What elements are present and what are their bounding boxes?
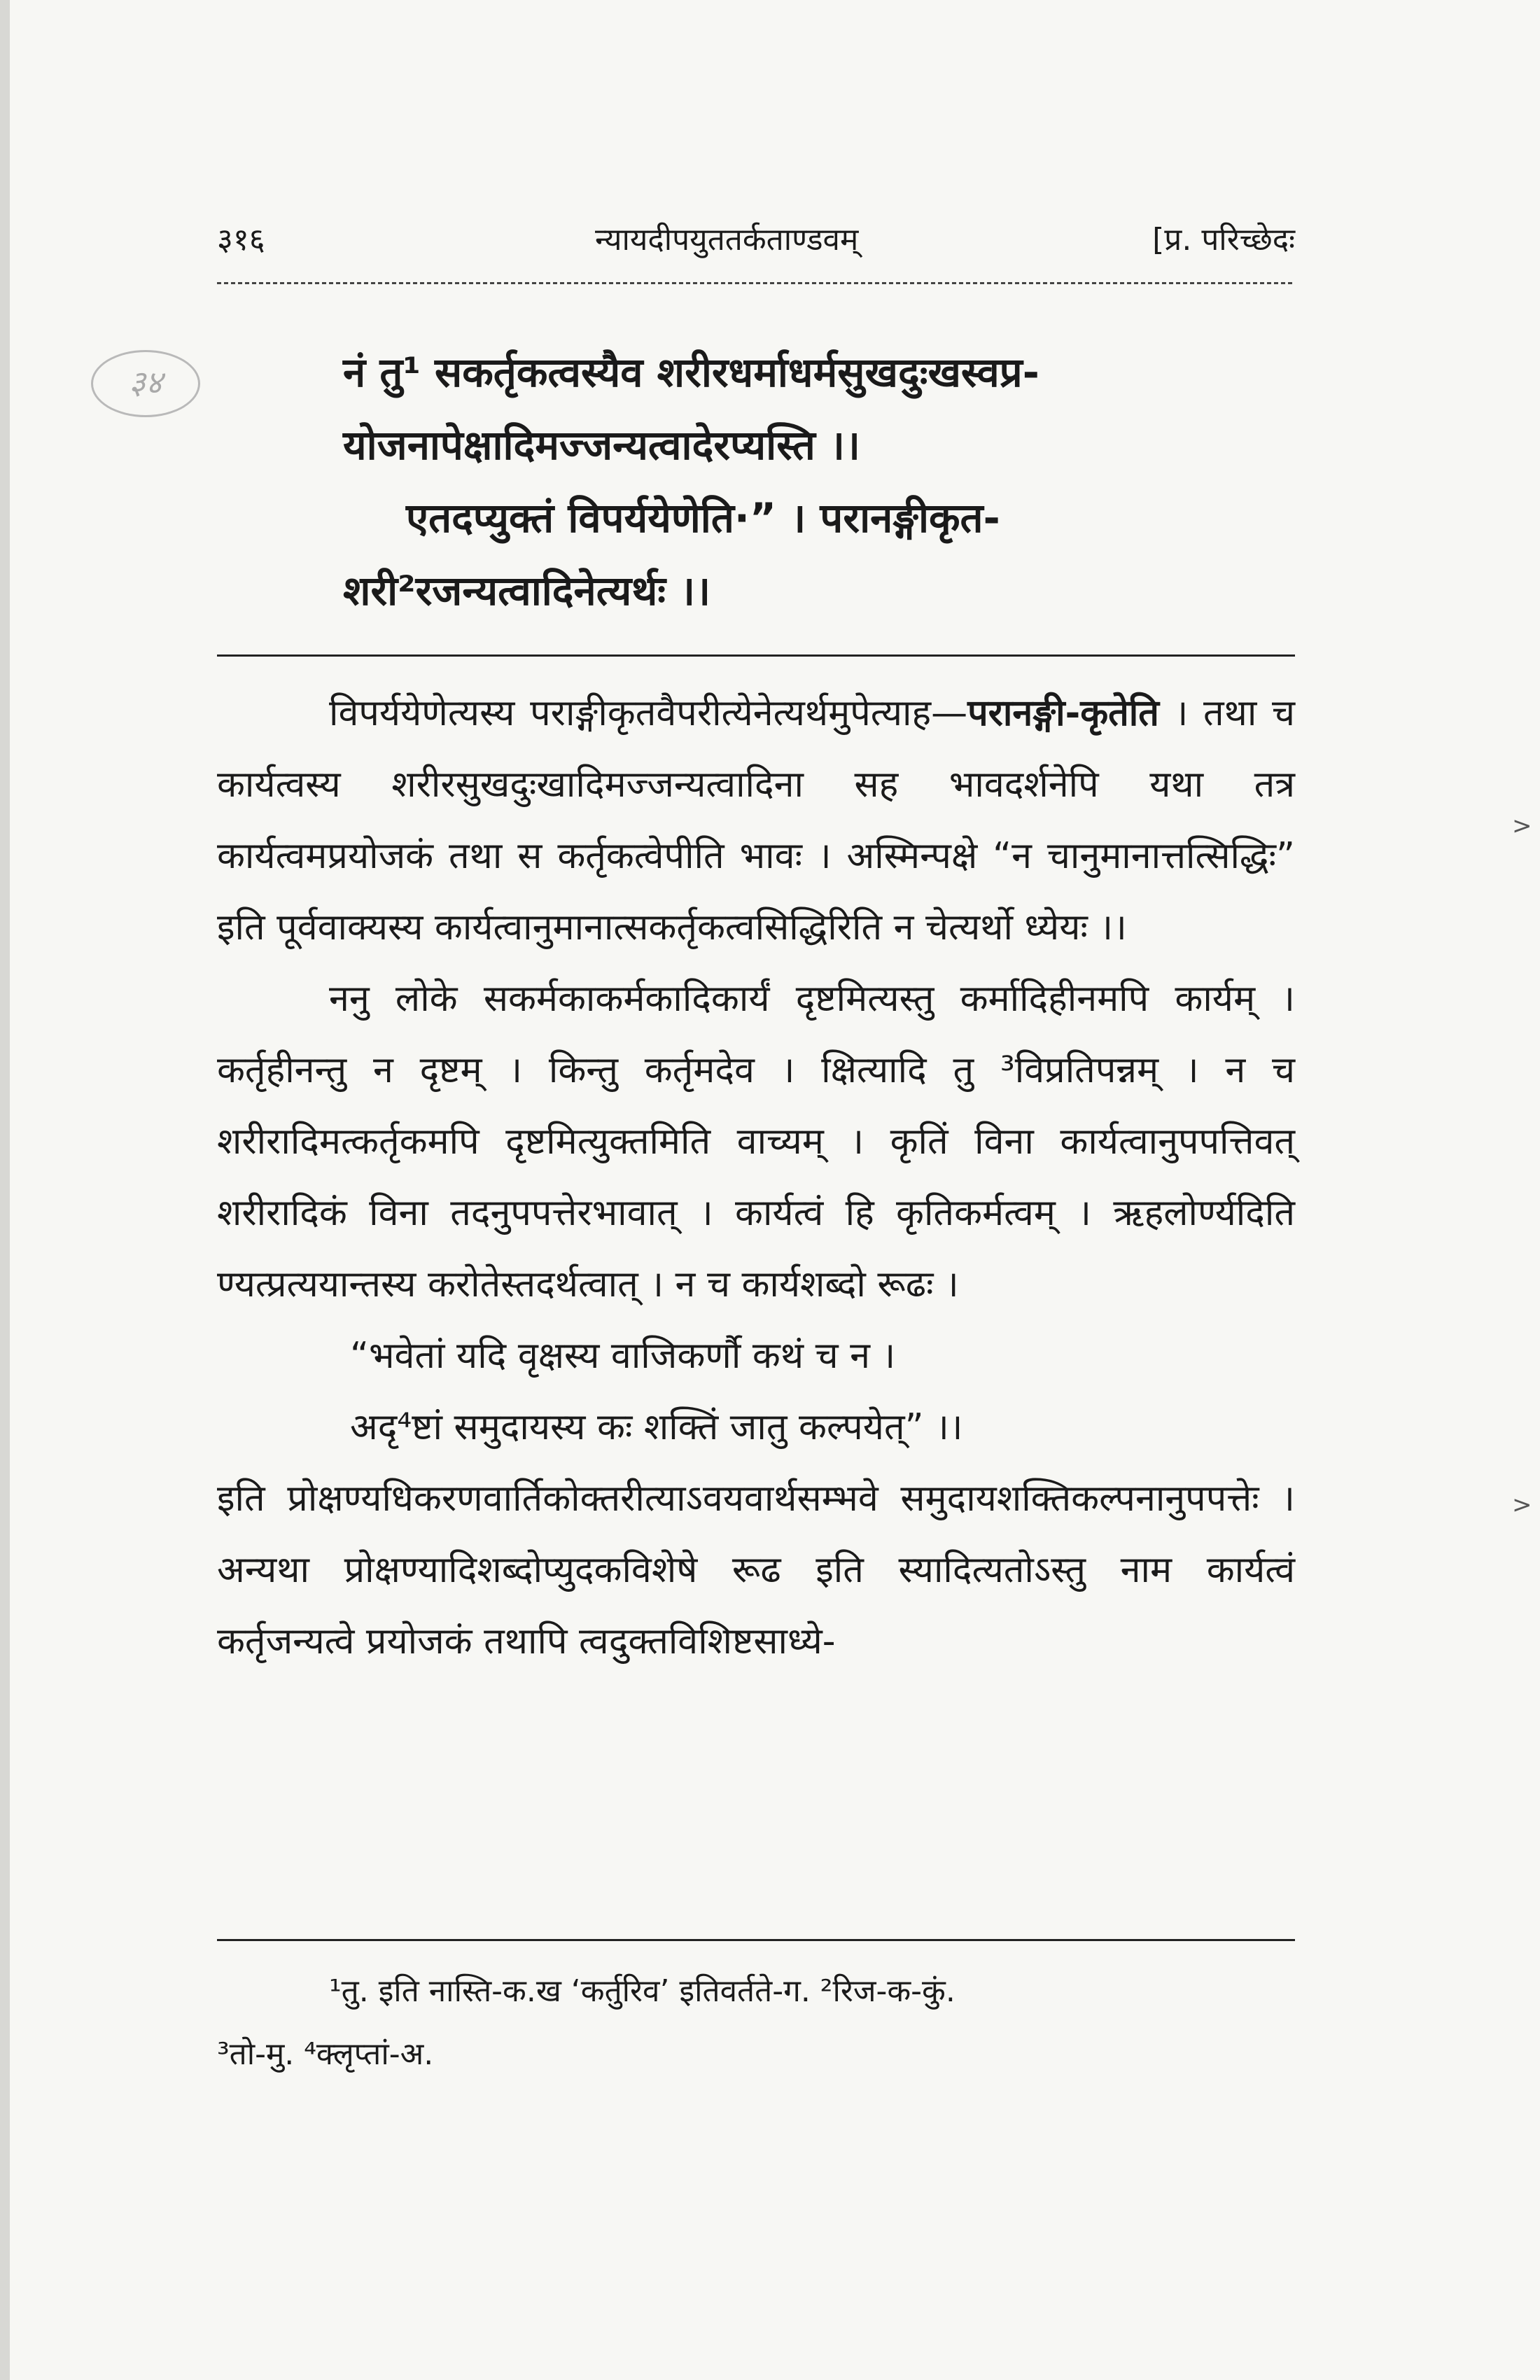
running-title: न्यायदीपयुततर्कताण्डवम्	[595, 222, 859, 258]
footnote-line: ¹तु. इति नास्ति-क.ख ‘कर्तुरिव’ इतिवर्तते-ग. ²रिज-क-कुं.	[329, 1973, 955, 2009]
mula-text	[343, 336, 1295, 627]
page-number: ३१६	[217, 222, 265, 258]
para1-prefix: विपर्ययेणेत्यस्य पराङ्गीकृतवैपरीत्येनेत्यर्थमुपेत्याह—	[329, 692, 968, 734]
mula-line: एतदप्युक्तं विपर्ययेणेति·” । परानङ्गीकृत-	[406, 494, 1000, 542]
commentary-paragraph	[217, 678, 1295, 963]
verse-line: अदृ⁴ष्टां समुदायस्य कः शक्तिं जातु कल्पयेत्” ।।	[350, 1406, 963, 1448]
mula-line: नं तु¹ सकर्तृकत्वस्यैव शरीरधर्माधर्मसुखदुःखस्वप्र-	[343, 349, 1040, 396]
para1-rest: । तथा च कार्यत्वस्य शरीरसुखदुःखादिमज्जन्यत्वादिना सह भावदर्शनेपि यथा तत्र कार्यत्वमप्रयोजकं तथा स कर्तृकत्वेपीति भावः । अस्मिन्पक्षे “न चानुमानात्तत्सिद्धिः” इति पूर्ववाक्यस्य कार्यत्वानुमानात्सकर्तृकत्वसिद्धिरिति न चेत्यर्थो ध्येयः ।।	[217, 692, 1295, 948]
mula-line: योजनापेक्षादिमज्जन्यत्वादेरप्यस्ति ।।	[343, 421, 860, 469]
footnotes	[217, 1960, 1295, 2086]
margin-mark-icon: >	[1512, 812, 1532, 840]
commentary-text	[217, 678, 1295, 1677]
footnote-line: ³तो-मु. ⁴क्लृप्तां-अ.	[217, 2036, 434, 2072]
commentary-paragraph: इति प्रोक्षण्यधिकरणवार्तिकोक्तरीत्याऽवयवार्थसम्भवे समुदायशक्तिकल्पनानुपपत्तेः । अन्यथा प्रोक्षण्यादिशब्दोप्युदकविशेषे रूढ इति स्यादित्यतोऽस्तु नाम कार्यत्वं कर्तृजन्यत्वे प्रयोजकं तथापि त्वदुक्तविशिष्टसाध्ये-	[217, 1478, 1295, 1662]
margin-mark-icon: >	[1512, 1491, 1532, 1519]
mula-line: शरी²रजन्यत्वादिनेत्यर्थः ।।	[343, 567, 711, 615]
commentary-paragraph: ननु लोके सकर्मकाकर्मकादिकार्यं दृष्टमित्यस्तु कर्मादिहीनमपि कार्यम् । कर्तृहीनन्तु न दृष्टम् । किन्तु कर्तृमदेव । क्षित्यादि तु ³विप्रतिपन्नम् । न च शरीरादिमत्कर्तृकमपि दृष्टमित्युक्तमिति वाच्यम् । कृतिं विना कार्यत्वानुपपत्तिवत् शरीरादिकं विना तदनुपपत्तेरभावात् । कार्यत्वं हि कृतिकर्मत्वम् । ऋहलोर्ण्यदिति ण्यत्प्रत्ययान्तस्य करोतेस्तदर्थत्वात् । न च कार्यशब्दो रूढः ।	[217, 978, 1295, 1306]
page-edge	[0, 0, 10, 2380]
section-label: [प्र. परिच्छेदः	[1152, 222, 1295, 258]
running-header	[217, 216, 1295, 272]
para1-lemma: परानङ्गी-कृतेति	[967, 692, 1159, 734]
mula-divider	[217, 654, 1295, 657]
footnote-divider	[217, 1939, 1295, 1941]
handwritten-margin-note: ३४	[91, 350, 200, 417]
header-rule	[217, 279, 1295, 288]
verse-line: “भवेतां यदि वृक्षस्य वाजिकर्णौ कथं च न ।	[350, 1335, 896, 1377]
